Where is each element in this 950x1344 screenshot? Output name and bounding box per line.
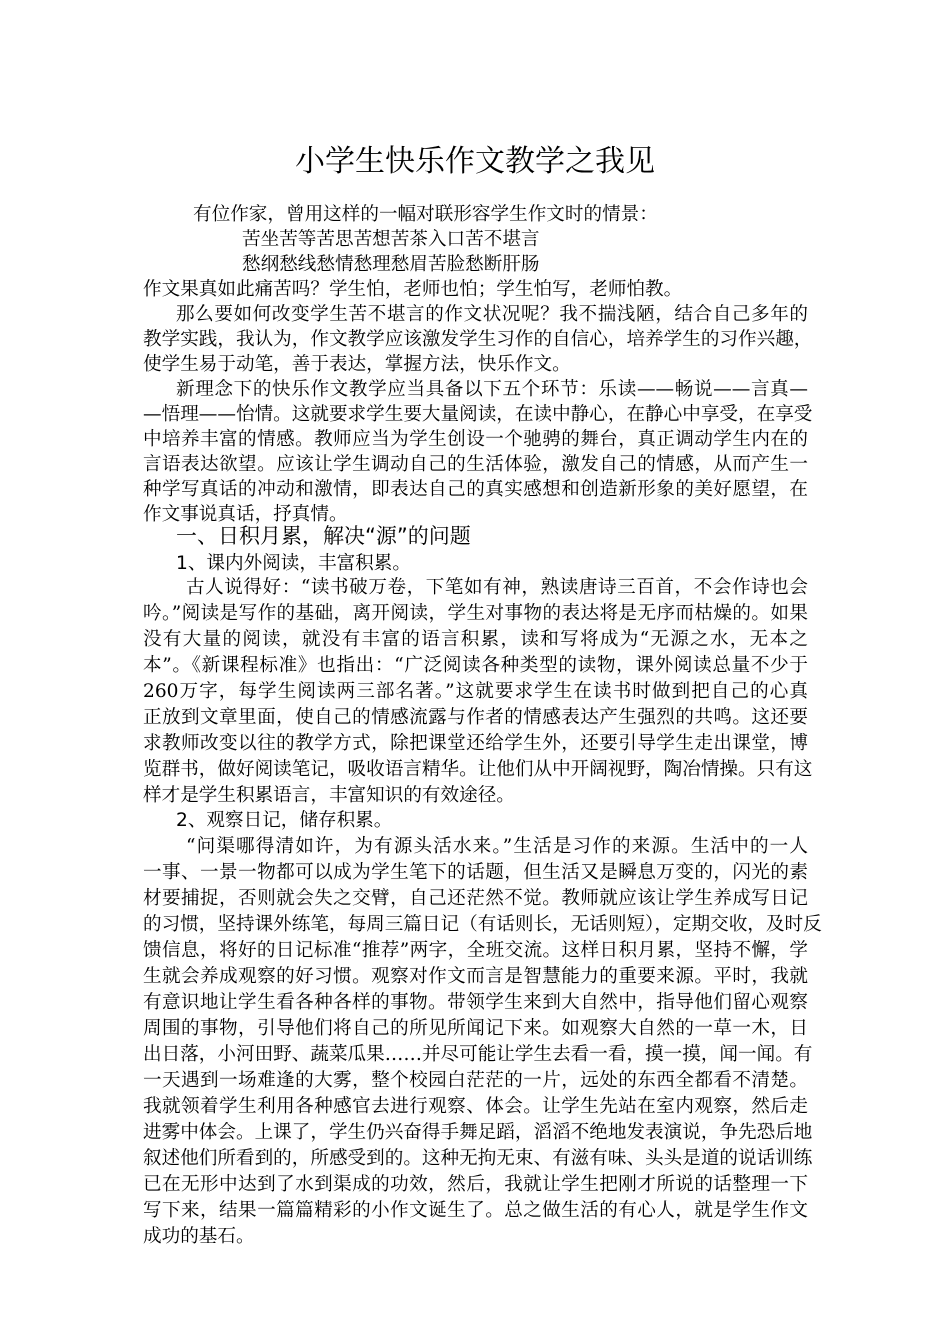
paragraph-line: 我就领着学生利用各种感官去进行观察、体会。让学生先站在室内观察，然后走 [143, 1096, 808, 1117]
paragraph-line: 的习惯，坚持课外练笔，每周三篇日记（有话则长，无话则短），定期交收，及时反 [143, 914, 822, 935]
paragraph-line: “问渠哪得清如许，为有源头活水来。”生活是习作的来源。生活中的一人 [186, 836, 808, 857]
paragraph-line: 成功的基石。 [143, 1226, 255, 1247]
paragraph-line: 吟。”阅读是写作的基础，离开阅读，学生对事物的表达将是无序而枯燥的。如果 [143, 603, 808, 624]
paragraph-line: 言语表达欲望。应该让学生调动自己的生活体验，激发自己的情感，从而产生一 [143, 454, 808, 475]
paragraph-line: —悟理——怡情。这就要求学生要大量阅读，在读中静心，在静心中享受，在享受 [143, 404, 813, 425]
paragraph-line: 没有大量的阅读，就没有丰富的语言积累，读和写将成为“无源之水，无本之 [143, 629, 808, 650]
paragraph-line: 生就会养成观察的好习惯。观察对作文而言是智慧能力的重要来源。平时，我就 [143, 966, 808, 987]
paragraph-line: 求教师改变以往的教学方式，除把课堂还给学生外，还要引导学生走出课堂，博 [143, 733, 808, 754]
subsection-heading: 1、课内外阅读，丰富积累。 [176, 553, 411, 574]
paragraph-line: 周围的事物，引导他们将自己的所见所闻记下来。如观察大自然的一草一木，日 [143, 1018, 808, 1039]
paragraph-line: 教学实践，我认为，作文教学应该激发学生习作的自信心，培养学生的习作兴趣， [143, 329, 813, 350]
paragraph-line: 使学生易于动笔，善于表达，掌握方法，快乐作文。 [143, 354, 571, 375]
paragraph-line: 出日落，小河田野、蔬菜瓜果……并尽可能让学生去看一看，摸一摸，闻一闻。有 [143, 1044, 813, 1065]
section-heading: 一、日积月累，解决“源”的问题 [176, 524, 471, 548]
intro-line: 作文果真如此痛苦吗？学生怕，老师也怕；学生怕写，老师怕教。 [143, 279, 683, 300]
paragraph-line: 种学写真话的冲动和激情，即表达自己的真实感想和创造新形象的美好愿望，在 [143, 479, 808, 500]
paragraph-line: 有意识地让学生看各种各样的事物。带领学生来到大自然中，指导他们留心观察 [143, 992, 808, 1013]
paragraph-line: 写下来，结果一篇篇精彩的小作文诞生了。总之做生活的有心人，就是学生作文 [143, 1200, 808, 1221]
document-title: 小学生快乐作文教学之我见 [295, 144, 655, 179]
paragraph-line: 260万字，每学生阅读两三部名著。”这就要求学生在读书时做到把自己的心真 [143, 681, 808, 702]
paragraph-line: 馈信息，将好的日记标准“推荐”两字，全班交流。这样日积月累，坚持不懈，学 [143, 940, 808, 961]
paragraph-line: 新理念下的快乐作文教学应当具备以下五个环节：乐读——畅说——言真— [176, 379, 808, 400]
intro-line: 有位作家，曾用这样的一幅对联形容学生作文时的情景： [193, 204, 658, 225]
paragraph-line: 览群书，做好阅读笔记，吸收语言精华。让他们从中开阔视野，陶冶情操。只有这 [143, 759, 813, 780]
paragraph-line: 叙述他们所看到的，所感受到的。这种无拘无束、有滋有味、头头是道的说话训练 [143, 1148, 813, 1169]
paragraph-line: 那么要如何改变学生苦不堪言的作文状况呢？我不揣浅陋，结合自己多年的 [176, 304, 808, 325]
paragraph-line: 已在无形中达到了水到渠成的功效，然后，我就让学生把刚才所说的话整理一下 [143, 1174, 808, 1195]
paragraph-line: 一天遇到一场难逢的大雾，整个校园白茫茫的一片，远处的东西全都看不清楚。 [143, 1070, 808, 1091]
paragraph-line: 材要捕捉，否则就会失之交臂，自己还茫然不觉。教师就应该让学生养成写日记 [143, 888, 808, 909]
paragraph-line: 作文事说真话，抒真情。 [143, 504, 348, 525]
paragraph-line: 一事、一景一物都可以成为学生笔下的话题，但生活又是瞬息万变的，闪光的素 [143, 862, 808, 883]
paragraph-line: 正放到文章里面，使自己的情感流露与作者的情感表达产生强烈的共鸣。这还要 [143, 707, 808, 728]
paragraph-line: 古人说得好：“读书破万卷，下笔如有神，熟读唐诗三百首，不会作诗也会 [186, 577, 808, 598]
subsection-heading: 2、观察日记，储存积累。 [176, 810, 393, 831]
couplet-line: 愁纲愁线愁情愁理愁眉苦脸愁断肝肠 [242, 254, 540, 275]
paragraph-line: 样才是学生积累语言，丰富知识的有效途径。 [143, 785, 515, 806]
paragraph-line: 进雾中体会。上课了，学生仍兴奋得手舞足蹈，滔滔不绝地发表演说，争先恐后地 [143, 1122, 813, 1143]
paragraph-line: 中培养丰富的情感。教师应当为学生创设一个驰骋的舞台，真正调动学生内在的 [143, 429, 808, 450]
paragraph-line: 本”。《新课程标准》也指出：“广泛阅读各种类型的读物，课外阅读总量不少于 [143, 655, 808, 676]
couplet-line: 苦坐苦等苦思苦想苦茶入口苦不堪言 [242, 229, 540, 250]
